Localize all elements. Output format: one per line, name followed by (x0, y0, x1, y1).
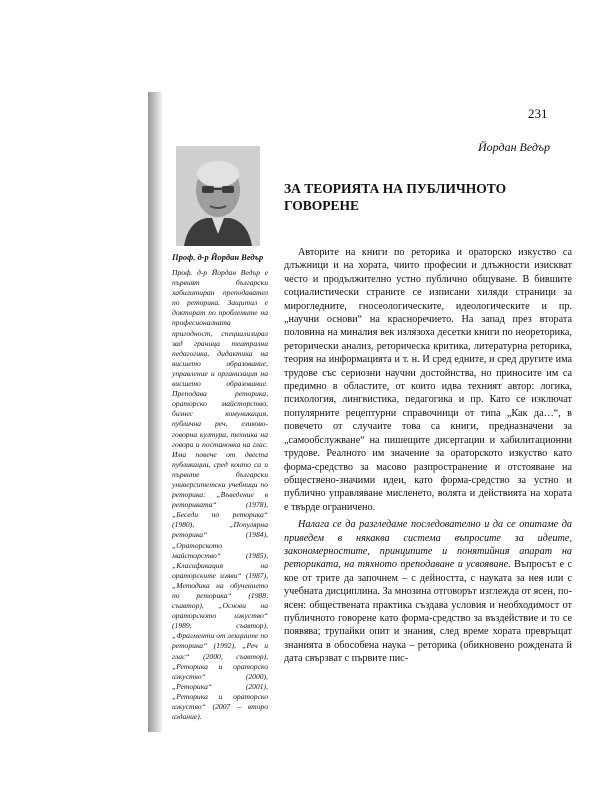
author-name: Йордан Ведър (478, 140, 551, 154)
paragraph-2-rest: Въпросът е с кое от трите да започнем – с дейността, с науката за нея или с учебната дисциплина. За мнозина отговорът изглежда от ясен, по-ясен: обществената практика създава условия и необходимост от публичното говорене като форма-средство за въздействие и то се появява; трупайки опит и знания, след време хората превръщат знанията в обособена наука – реторика (обикновено рождената й дата свързват с първите пис- (284, 559, 572, 665)
article-title: ЗА ТЕОРИЯТА НА ПУБЛИЧНОТО ГОВОРЕНЕ (284, 181, 507, 213)
paragraph-1: Авторите на книги по реторика и ораторско изкуство са длъжници и на хората, чиито професии и длъжности изискват често и продължително устно публично общуване. В бившите социалистически страните се изписани хиляди страници за мирогледните, гносеологическите, идеологическите и пр. „научни основи“ на красноречието. На запад през втората половина на миналия век излязоха десетки книги по неореторика, реторически анализ, реторическа критика, литературна реторика, теория на информацията и т. н. И сред едните, и сред другите има трудове със сериозни научни достойнства, но приносите им са предимно в областите, от които идва техният автор: логика, психология, лингвистика, педагогика и пр. Като се изключат популярните рецептурни справочници от типа „Как да…“, в повечето от случаите това са книги, предназначени за „самообслужване“ на пишещите дисертации и хабилитационни трудове. Реалното им значение за ораторското изкуство като форма-средство за масово разпространение и отстояване на обществено-значими идеи, като форма-средство за устно и публично управляване мисленето, волята и действията на хората е твърде ограничено. (284, 247, 572, 513)
author-photo (176, 146, 260, 246)
page-number: 231 (528, 106, 548, 121)
author-bio: Проф. д-р Йордан Ведър е първият български хабилитиран преподавател по реторика. Защитил е докторат по проблемите на професионалната пригодност, специализирал зад граница театрална педагогика, дидактика на висшето образование, управление и организация на висшето образование. Преподава реторика, ораторско майсторство, бизнес комуникация, публична реч, езиково-говорна култура, техника на говора и постановка на глас. Има повече от двеста публикации, сред които са и първите български университетски учебници по реторика: „Въведение в реториката“ (1978), „Беседи по реторика“ (1980), „Популярна реторика“ (1984), „Ораторското майсторство“ (1985), „Класификация на ораторските изяви“ (1987), „Методика на обучението по реторика“ (1988, съавтор), „Основи на ораторското изкуство“ (1989, съавтор), „Фрагменти от лекциите по реторика“ (1992), „Реч и глас“ (2000, съавтор), „Реторика и ораторско изкуство“ (2000), „Реторика“ (2001), „Реторика и ораторско изкуство“ (2007 – второ издание). (172, 268, 268, 722)
paragraph-2 (284, 518, 572, 665)
photo-caption: Проф. д-р Йордан Ведър (172, 252, 264, 262)
paragraph-2-italic: Налага се да разгледаме последователно и да се опитаме да приведем в някаква система въпросите за идеите, закономерностите, принципите и понятийния апарат на реториката, на тяхното преподаване и усвояване. (284, 519, 572, 571)
book-spine-shadow (148, 92, 162, 732)
article-body (284, 246, 572, 666)
portrait-illustration (176, 146, 260, 246)
